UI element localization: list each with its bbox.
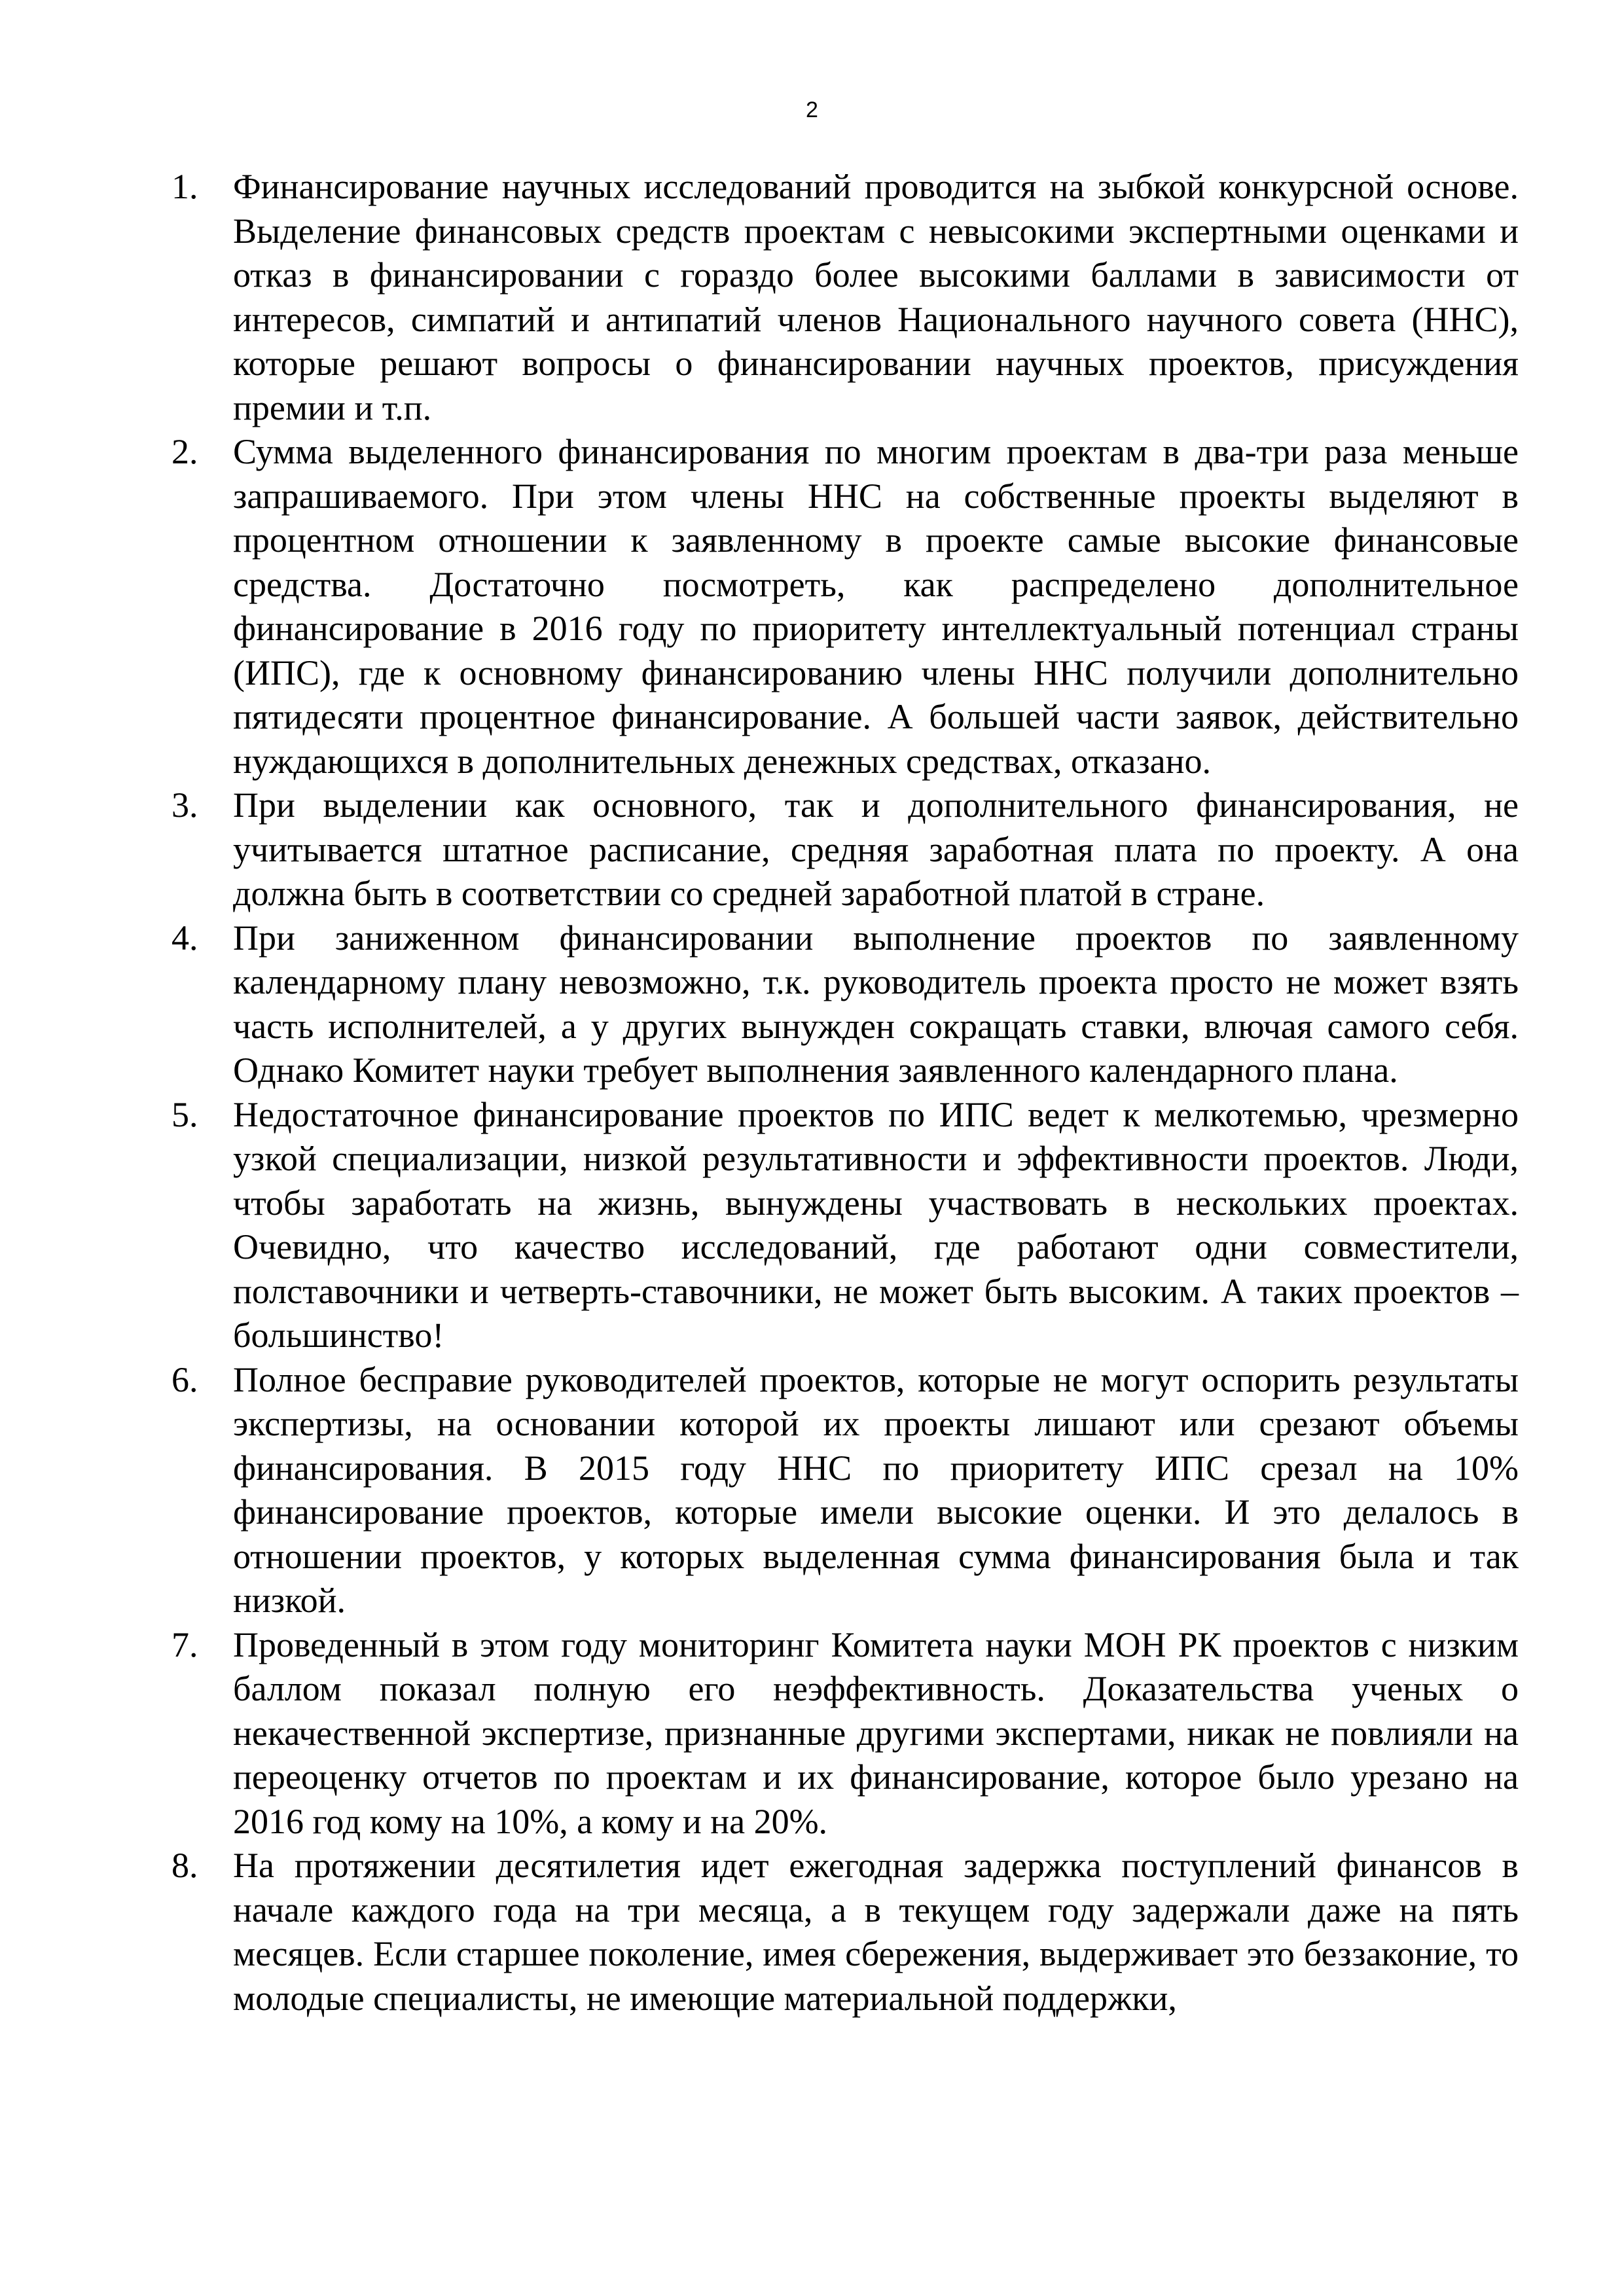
list-item-text: Сумма выделенного финансирования по многим проектам в два-три раза меньше запрашиваемого. При этом члены ННС на собственные проекты выделяют в процентном отношении к заявленному в проекте самые высокие финансовые средства. Достаточно посмотреть, как распределено дополнительное финансирование в 2016 году по приоритету интеллектуальный потенциал страны (ИПС), где к основному финансированию члены ННС получили дополнительно пятидесяти процентное финансирование. А большей части заявок, действительно нуждающихся в дополнительных денежных средствах, отказано. (233, 432, 1519, 781)
list-item-text: При заниженном финансировании выполнение проектов по заявленному календарному плану невозможно, т.к. руководитель проекта просто не может взять часть исполнителей, а у других вынужден сокращать ставки, влючая самого себя. Однако Комитет науки требует выполнения заявленного календарного плана. (233, 918, 1519, 1090)
list-item-number: 2. (171, 432, 198, 471)
list-item (171, 916, 1519, 1093)
list-item-text: При выделении как основного, так и дополнительного финансирования, не учитывается штатное расписание, средняя заработная плата по проекту. А она должна быть в соответствии со средней заработной платой в стране. (233, 785, 1519, 913)
list-item-number: 7. (171, 1624, 198, 1664)
page-number: 2 (806, 98, 818, 122)
list-item (171, 1623, 1519, 1844)
list-item-text: Полное бесправие руководителей проектов, которые не могут оспорить результаты экспертизы, на основании которой их проекты лишают или срезают объемы финансирования. В 2015 году ННС по приоритету ИПС срезал на 10% финансирование проектов, которые имели высокие оценки. И это делалось в отношении проектов, у которых выделенная сумма финансирования была и так низкой. (233, 1359, 1519, 1620)
list-item (171, 1844, 1519, 2020)
list-item (171, 783, 1519, 916)
list-item-number: 6. (171, 1359, 198, 1399)
list-item (171, 1358, 1519, 1623)
list-item-text: На протяжении десятилетия идет ежегодная задержка поступлений финансов в начале каждого года на три месяца, а в текущем году задержали даже на пять месяцев. Если старшее поколение, имея сбережения, выдерживает это беззаконие, то молодые специалисты, не имеющие материальной поддержки, (233, 1846, 1519, 2018)
list-item-text: Недостаточное финансирование проектов по ИПС ведет к мелкотемью, чрезмерно узкой специализации, низкой результативности и эффективности проектов. Люди, чтобы заработать на жизнь, вынуждены участвовать в нескольких проектах. Очевидно, что качество исследований, где работают одни совместители, полставочники и четверть-ставочники, не может быть высоким. А таких проектов – большинство! (233, 1094, 1519, 1355)
list-item-number: 4. (171, 918, 198, 958)
list-item (171, 430, 1519, 783)
list-item (171, 1093, 1519, 1358)
list-item-number: 5. (171, 1094, 198, 1134)
list-item-text: Проведенный в этом году мониторинг Комитета науки МОН РК проектов с низким баллом показал полную его неэффективность. Доказательства ученых о некачественной экспертизе, признанные другими экспертами, никак не повлияли на переоценку отчетов по проектам и их финансирование, которое было урезано на 2016 год кому на 10%, а кому и на 20%. (233, 1624, 1519, 1841)
list-item-number: 3. (171, 785, 198, 825)
list-item-number: 1. (171, 167, 198, 206)
list-item-number: 8. (171, 1846, 198, 1885)
numbered-list (171, 165, 1519, 2020)
list-item-text: Финансирование научных исследований проводится на зыбкой конкурсной основе. Выделение финансовых средств проектам с невысокими экспертными оценками и отказ в финансировании с гораздо более высокими баллами в зависимости от интересов, симпатий и антипатий членов Национального научного совета (ННС), которые решают вопросы о финансировании научных проектов, присуждения премии и т.п. (233, 167, 1519, 427)
list-item (171, 165, 1519, 430)
